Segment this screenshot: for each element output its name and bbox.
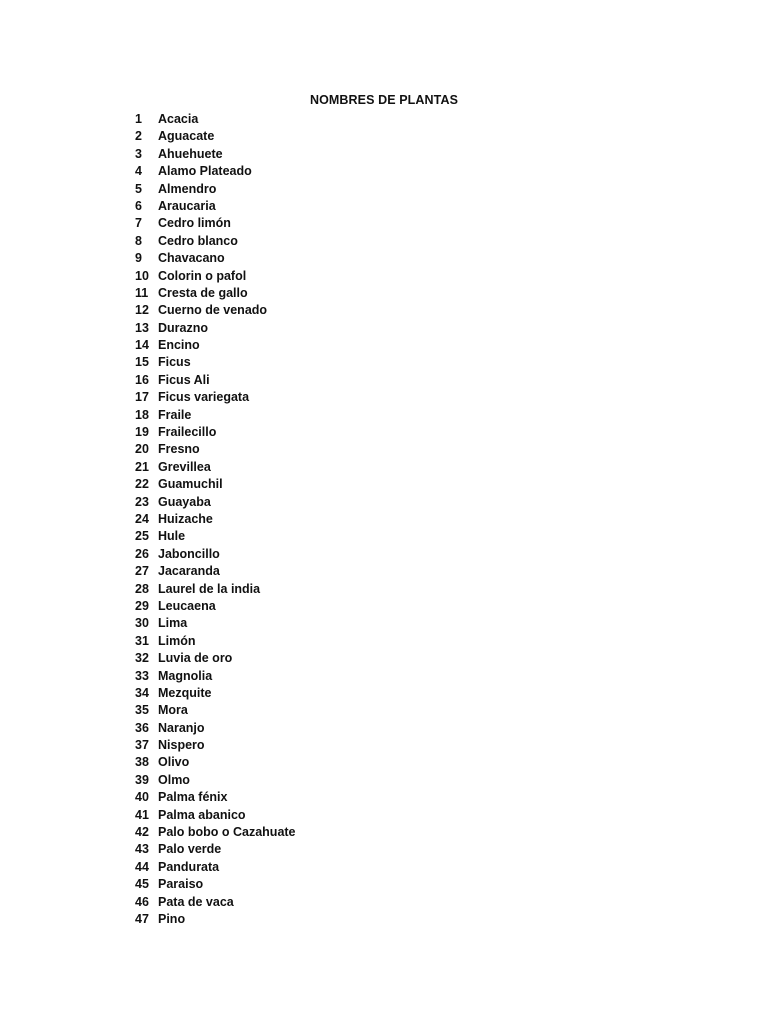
plant-name: Ficus Ali — [158, 372, 210, 387]
plant-name: Cedro limón — [158, 216, 231, 231]
list-item — [0, 563, 768, 580]
plant-name: Ficus variegata — [158, 390, 250, 405]
item-number: 25 — [135, 529, 149, 544]
plant-name: Olivo — [158, 755, 190, 770]
item-number: 34 — [135, 685, 149, 700]
item-number: 15 — [135, 355, 149, 370]
list-item — [0, 737, 768, 754]
plant-name: Acacia — [158, 112, 199, 126]
plant-name: Palma abanico — [158, 807, 246, 822]
list-item — [0, 285, 768, 302]
item-number: 24 — [135, 511, 149, 526]
list-item — [0, 789, 768, 806]
list-item — [0, 859, 768, 876]
item-number: 12 — [135, 303, 149, 318]
list-item — [0, 407, 768, 424]
list-item — [0, 424, 768, 441]
list-item — [0, 633, 768, 650]
item-number: 20 — [135, 442, 149, 457]
list-item — [0, 198, 768, 215]
plant-name: Cresta de gallo — [158, 285, 248, 300]
plant-name: Pino — [158, 911, 186, 926]
list-item — [0, 824, 768, 841]
plant-name: Frailecillo — [158, 425, 217, 440]
list-item — [0, 441, 768, 458]
plant-name: Encino — [158, 338, 200, 353]
item-number: 8 — [135, 233, 142, 248]
item-number: 40 — [135, 790, 149, 805]
plant-name: Laurel de la india — [158, 581, 261, 596]
item-number: 10 — [135, 268, 149, 283]
list-item — [0, 546, 768, 563]
list-item — [0, 894, 768, 911]
plant-name: Mezquite — [158, 685, 212, 700]
plant-name: Araucaria — [158, 198, 216, 213]
plant-name: Nispero — [158, 738, 205, 753]
list-item — [0, 615, 768, 632]
item-number: 16 — [135, 372, 149, 387]
item-number: 31 — [135, 633, 149, 648]
list-item — [0, 772, 768, 789]
list-item — [0, 389, 768, 406]
plant-name: Palo verde — [158, 842, 222, 857]
list-item — [0, 807, 768, 824]
plant-name: Luvia de oro — [158, 651, 233, 666]
list-item — [0, 128, 768, 145]
list-item — [0, 841, 768, 858]
list-item — [0, 163, 768, 180]
list-item — [0, 581, 768, 598]
item-number: 11 — [135, 285, 149, 300]
plant-name: Pandurata — [158, 859, 220, 874]
item-number: 39 — [135, 772, 149, 787]
item-number: 9 — [135, 251, 142, 266]
plant-name: Olmo — [158, 772, 190, 787]
plant-name: Aguacate — [158, 129, 215, 144]
page-title: NOMBRES DE PLANTAS — [309, 93, 459, 107]
list-item — [0, 372, 768, 389]
plant-name: Alamo Plateado — [158, 164, 252, 179]
item-number: 5 — [135, 181, 142, 196]
list-item — [0, 233, 768, 250]
item-number: 41 — [135, 807, 149, 822]
plant-name: Palma fénix — [158, 790, 228, 805]
list-item — [0, 250, 768, 267]
list-item — [0, 668, 768, 685]
item-number: 3 — [135, 146, 142, 161]
list-item — [0, 459, 768, 476]
list-item — [0, 720, 768, 737]
item-number: 29 — [135, 598, 149, 613]
plant-name: Pata de vaca — [158, 894, 234, 909]
list-item — [0, 320, 768, 337]
plant-name: Magnolia — [158, 668, 213, 683]
list-item — [0, 754, 768, 771]
plant-name: Jaboncillo — [158, 546, 220, 561]
item-number: 47 — [135, 911, 149, 926]
plant-name: Leucaena — [158, 598, 216, 613]
item-number: 23 — [135, 494, 149, 509]
plant-name: Ficus — [158, 355, 191, 370]
plant-name: Mora — [158, 703, 188, 718]
plant-name: Durazno — [158, 320, 208, 335]
item-number: 37 — [135, 738, 149, 753]
list-item — [0, 650, 768, 667]
plant-name: Colorin o pafol — [158, 268, 247, 283]
plant-name: Palo bobo o Cazahuate — [158, 825, 296, 840]
list-item — [0, 181, 768, 198]
list-item — [0, 111, 768, 128]
plant-name: Guayaba — [158, 494, 211, 509]
item-number: 26 — [135, 546, 149, 561]
list-item — [0, 528, 768, 545]
plant-name: Jacaranda — [158, 564, 220, 579]
plant-list — [0, 111, 768, 928]
list-item — [0, 911, 768, 928]
list-item — [0, 302, 768, 319]
list-item — [0, 354, 768, 371]
item-number: 27 — [135, 564, 149, 579]
plant-name: Chavacano — [158, 251, 225, 266]
list-item — [0, 268, 768, 285]
list-item — [0, 476, 768, 493]
item-number: 43 — [135, 842, 149, 857]
list-item — [0, 337, 768, 354]
list-item — [0, 146, 768, 163]
item-number: 21 — [135, 459, 149, 474]
item-number: 7 — [135, 216, 142, 231]
item-number: 36 — [135, 720, 149, 735]
item-number: 30 — [135, 616, 149, 631]
plant-name: Fresno — [158, 442, 200, 457]
item-number: 19 — [135, 425, 149, 440]
item-number: 17 — [135, 390, 149, 405]
plant-name: Lima — [158, 616, 188, 631]
item-number: 46 — [135, 894, 149, 909]
item-number: 4 — [135, 164, 142, 179]
plant-name: Cedro blanco — [158, 233, 238, 248]
item-number: 2 — [135, 129, 142, 144]
plant-name: Guamuchil — [158, 477, 223, 492]
list-item — [0, 494, 768, 511]
item-number: 45 — [135, 877, 149, 892]
item-number: 18 — [135, 407, 149, 422]
plant-name: Limón — [158, 633, 196, 648]
plant-name: Almendro — [158, 181, 217, 196]
plant-name: Grevillea — [158, 459, 211, 474]
item-number: 44 — [135, 859, 149, 874]
plant-name: Huizache — [158, 511, 213, 526]
item-number: 32 — [135, 651, 149, 666]
list-item — [0, 511, 768, 528]
item-number: 28 — [135, 581, 149, 596]
list-item — [0, 215, 768, 232]
item-number: 14 — [135, 338, 149, 353]
item-number: 1 — [135, 112, 142, 126]
list-item — [0, 702, 768, 719]
item-number: 6 — [135, 198, 142, 213]
plant-name: Paraiso — [158, 877, 204, 892]
item-number: 22 — [135, 477, 149, 492]
item-number: 38 — [135, 755, 149, 770]
plant-name: Cuerno de venado — [158, 303, 268, 318]
list-item — [0, 598, 768, 615]
list-item — [0, 876, 768, 893]
item-number: 33 — [135, 668, 149, 683]
list-item — [0, 685, 768, 702]
item-number: 13 — [135, 320, 149, 335]
plant-name: Fraile — [158, 407, 192, 422]
plant-name: Naranjo — [158, 720, 205, 735]
plant-name: Ahuehuete — [158, 146, 223, 161]
plant-name: Hule — [158, 529, 186, 544]
item-number: 42 — [135, 825, 149, 840]
item-number: 35 — [135, 703, 149, 718]
